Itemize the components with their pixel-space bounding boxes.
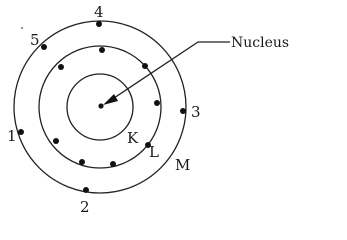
shell-k-label: K xyxy=(127,129,139,147)
nucleus-pointer-arrowhead xyxy=(103,94,118,105)
electron-m-4 xyxy=(83,187,89,193)
electron-m-3 xyxy=(18,129,24,135)
electron-l-7 xyxy=(53,138,59,144)
electron-l-6 xyxy=(79,159,85,165)
stray-mark xyxy=(21,27,23,29)
number-1-label: 1 xyxy=(7,127,17,145)
number-4-label: 4 xyxy=(94,3,104,21)
electron-l-5 xyxy=(110,161,116,167)
number-3-label: 3 xyxy=(191,103,201,121)
shell-l-label: L xyxy=(149,143,159,161)
electron-l-8 xyxy=(58,64,64,70)
nucleus-dot xyxy=(98,103,103,108)
electron-m-2 xyxy=(41,44,47,50)
nucleus-label: Nucleus xyxy=(231,35,290,51)
electron-l-3 xyxy=(154,100,160,106)
number-5-label: 5 xyxy=(30,31,40,49)
shell-m-label: M xyxy=(175,156,191,174)
electron-l-1 xyxy=(99,47,105,53)
electron-l-2 xyxy=(142,63,148,69)
electron-m-1 xyxy=(96,21,102,27)
electron-m-5 xyxy=(180,108,186,114)
number-2-label: 2 xyxy=(80,198,90,215)
